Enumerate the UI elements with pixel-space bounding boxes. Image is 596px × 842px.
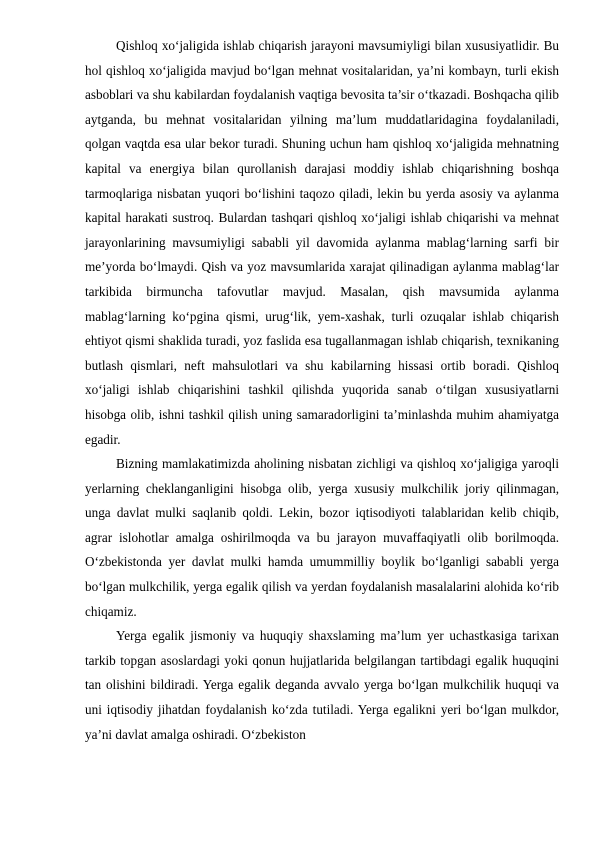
paragraph-land-ownership: Bizning mamlakatimizda aholining nisbatan zichligi va qishloq xo‘jaligiga yaroqli yerlarning cheklanganligini hisobga olib, yerga xususiy mulkchilik joriy qilinmagan, unga davlat mulki saqlanib qoldi. Lekin, bozor iqtisodiyoti talablaridan kelib chiqib, agrar islohotlar amalga oshirilmoqda va bu jarayon muvaffaqiyatli olib borilmoqda. O‘zbekistonda yer davlat mulki hamda umummilliy boylik bo‘lganligi sababli yerga bo‘lgan mulkchilik, yerga egalik qilish va yerdan foydalanish masalalarini alohida ko‘rib chiqamiz. [85,456,559,619]
paragraph-seasonality: Qishloq xo‘jaligida ishlab chiqarish jarayoni mavsumiyligi bilan xususiyatlidir. Bu hol qishloq xo‘jaligida mavjud bo‘lgan mehnat vositalaridan, ya’ni kombayn, turli ekish asboblari va shu kabilardan foydalanish vaqtiga bevosita ta’sir o‘tkazadi. Boshqacha qilib aytganda, bu mehnat vositalaridan yilning ma’lum muddatlaridagina foydalaniladi, qolgan vaqtda esa ular bekor turadi. Shuning uchun ham qishloq xo‘jaligida mehnatning kapital va energiya bilan qurollanish darajasi moddiy ishlab chiqarishning boshqa tarmoqlariga nisbatan yuqori bo‘lishini taqozo qiladi, lekin bu yerda asosiy va aylanma kapital harakati sustroq. Bulardan tashqari qishloq xo‘jaligi ishlab chiqarishi va mehnat jarayonlarining mavsumiyligi sababli yil davomida aylanma mablag‘larning sarfi bir me’yorda bo‘lmaydi. Qish va yoz mavsumlarida xarajat qilinadigan aylanma mablag‘lar tarkibida birmuncha tafovutlar mavjud. Masalan, qish mavsumida aylanma mablag‘larning ko‘pgina qismi, urug‘lik, yem-xashak, turli ozuqalar ishlab chiqarish ehtiyot qismi shaklida turadi, yoz faslida esa tugallanmagan ishlab chiqarish, texnikaning butlash qismlari, neft mahsulotlari va shu kabilarning hissasi ortib boradi. Qishloq xo‘jaligi ishlab chiqarishini tashkil qilishda yuqorida sanab o‘tilgan xususiyatlarni hisobga olib, ishni tashkil qilish uning samaradorligini ta’minlashda muhim ahamiyatga egadir. [85,38,559,447]
paragraph-land-possession: Yerga egalik jismoniy va huquqiy shaxslaming ma’lum yer uchastkasiga tarixan tarkib topgan asoslardagi yoki qonun hujjatlarida belgilangan tartibdagi egalik huquqini tan olishini bildiradi. Yerga egalik deganda avvalo yerga bo‘lgan mulkchilik huquqi va uni iqtisodiy jihatdan foydalanish ko‘zda tutiladi. Yerga egalikni yeri bo‘lgan mulkdor, ya’ni davlat amalga oshiradi. O‘zbekiston [85,628,559,742]
document-page [85,34,559,747]
